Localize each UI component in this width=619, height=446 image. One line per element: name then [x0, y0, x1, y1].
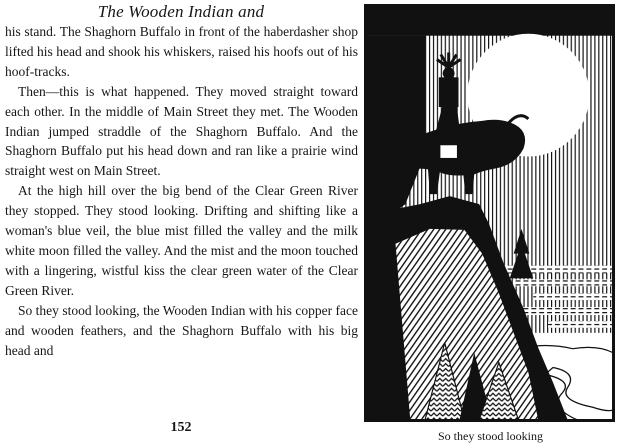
paragraph-1: his stand. The Shaghorn Buffalo in front of the haberdasher shop lifted his head and shook his whiskers, raised his hoofs out of his hoof-tracks.: [5, 24, 358, 79]
woodcut-illustration: [366, 6, 613, 420]
paragraph-4: So they stood looking, the Wooden Indian with his copper face and wooden feathers, and the Shaghorn Buffalo with his big head and: [5, 302, 358, 358]
illustration-frame: [364, 4, 615, 422]
body-text: [5, 22, 358, 360]
page-number: 152: [170, 420, 192, 435]
sky-dark-band: [366, 6, 613, 36]
running-head: The Wooden Indian and: [97, 2, 265, 21]
illustration-caption: So they stood looking: [437, 429, 543, 443]
paragraph-2: Then—this is what happened. They moved straight toward each other. In the middle of Main Street they met. The Wooden Indian jumped straddle of the Shaghorn Buffalo. And the Shaghorn Buffalo put his head down and ran like a prairie wind straight west on Main Street.: [5, 83, 358, 179]
right-page: [362, 0, 619, 446]
paragraph-3: At the high hill over the big bend of the Clear Green River they stopped. They stood looking. Drifting and shifting like a woman's blue veil, the blue mist filled the valley and the milk white moon filled the valley. And the mist and the moon touched with a lingering, wistful kiss the clear green water of the Clear Green River.: [5, 183, 358, 298]
